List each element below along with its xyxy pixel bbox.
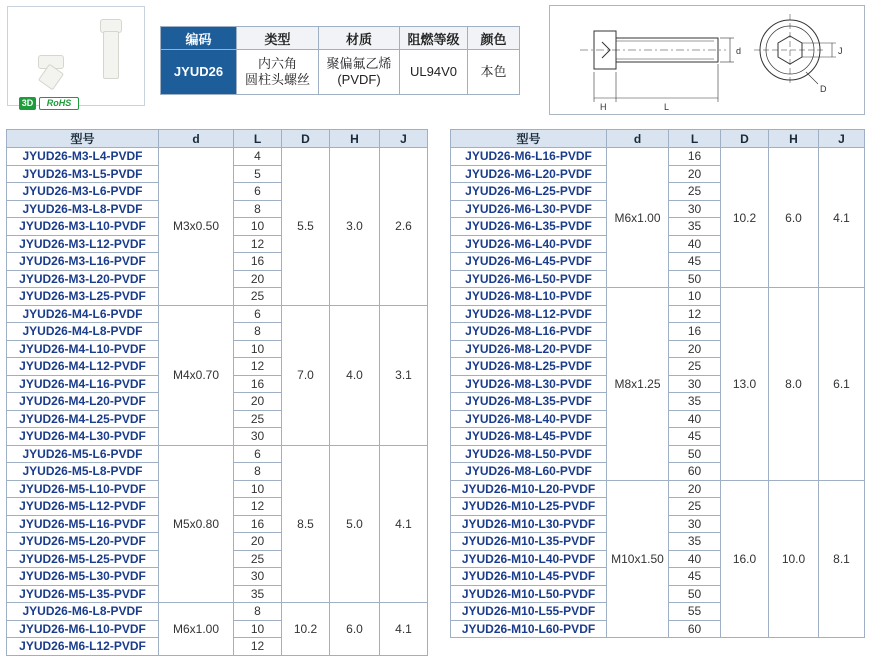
- col-model: 型号: [451, 130, 607, 148]
- spec-table-right: [450, 129, 865, 638]
- table-body-right: [451, 148, 865, 638]
- length-cell: 30: [669, 200, 721, 218]
- thread-cell: M3x0.50: [159, 148, 234, 306]
- length-cell: 60: [669, 463, 721, 481]
- table-row: [451, 148, 865, 166]
- model-cell: JYUD26-M5-L12-PVDF: [7, 498, 159, 516]
- rohs-badge: RoHS: [39, 97, 79, 110]
- length-cell: 8: [234, 603, 282, 621]
- table-row: [7, 305, 428, 323]
- model-cell: JYUD26-M6-L10-PVDF: [7, 620, 159, 638]
- table-row: [451, 480, 865, 498]
- head-diameter-cell: 5.5: [282, 148, 330, 306]
- length-cell: 45: [669, 568, 721, 586]
- table-row: [7, 445, 428, 463]
- length-cell: 25: [234, 288, 282, 306]
- product-photo: [7, 6, 145, 106]
- col-d: d: [607, 130, 669, 148]
- length-cell: 16: [234, 253, 282, 271]
- length-cell: 12: [234, 235, 282, 253]
- model-cell: JYUD26-M4-L30-PVDF: [7, 428, 159, 446]
- thread-cell: M6x1.00: [159, 603, 234, 656]
- length-cell: 6: [234, 445, 282, 463]
- label-l: L: [664, 102, 670, 112]
- length-cell: 16: [234, 515, 282, 533]
- model-cell: JYUD26-M3-L6-PVDF: [7, 183, 159, 201]
- table-header-row: [451, 130, 865, 148]
- length-cell: 12: [234, 358, 282, 376]
- spec-material: [319, 50, 400, 95]
- screw-image-2-shank: [103, 31, 119, 79]
- head-diameter-cell: 13.0: [721, 288, 769, 481]
- model-cell: JYUD26-M4-L10-PVDF: [7, 340, 159, 358]
- model-cell: JYUD26-M6-L35-PVDF: [451, 218, 607, 236]
- drawing-svg: [550, 6, 864, 114]
- length-cell: 45: [669, 253, 721, 271]
- table-row: [7, 603, 428, 621]
- socket-size-cell: 3.1: [380, 305, 428, 445]
- label-h: H: [600, 102, 607, 112]
- length-cell: 8: [234, 200, 282, 218]
- length-cell: 10: [234, 340, 282, 358]
- length-cell: 8: [234, 323, 282, 341]
- col-j: J: [819, 130, 865, 148]
- length-cell: 4: [234, 148, 282, 166]
- model-cell: JYUD26-M3-L8-PVDF: [7, 200, 159, 218]
- thread-cell: M4x0.70: [159, 305, 234, 445]
- model-cell: JYUD26-M5-L6-PVDF: [7, 445, 159, 463]
- socket-size-cell: 4.1: [380, 603, 428, 656]
- model-cell: JYUD26-M3-L12-PVDF: [7, 235, 159, 253]
- spec-header-code: 编码: [161, 27, 237, 50]
- col-d: d: [159, 130, 234, 148]
- model-cell: JYUD26-M6-L40-PVDF: [451, 235, 607, 253]
- length-cell: 50: [669, 270, 721, 288]
- length-cell: 12: [669, 305, 721, 323]
- model-cell: JYUD26-M4-L12-PVDF: [7, 358, 159, 376]
- model-cell: JYUD26-M6-L16-PVDF: [451, 148, 607, 166]
- length-cell: 35: [669, 218, 721, 236]
- length-cell: 12: [234, 498, 282, 516]
- model-cell: JYUD26-M8-L30-PVDF: [451, 375, 607, 393]
- head-diameter-cell: 10.2: [721, 148, 769, 288]
- spec-table: [160, 26, 520, 95]
- model-cell: JYUD26-M3-L20-PVDF: [7, 270, 159, 288]
- head-height-cell: 3.0: [330, 148, 380, 306]
- length-cell: 35: [669, 393, 721, 411]
- model-cell: JYUD26-M6-L12-PVDF: [7, 638, 159, 656]
- model-cell: JYUD26-M6-L50-PVDF: [451, 270, 607, 288]
- thread-cell: M8x1.25: [607, 288, 669, 481]
- table-row: [451, 288, 865, 306]
- spec-material-line2: (PVDF): [337, 72, 381, 87]
- spec-header-material: 材质: [319, 27, 400, 50]
- spec-color: 本色: [468, 50, 520, 95]
- dim-d-upper-leader: [806, 72, 818, 84]
- head-height-cell: 5.0: [330, 445, 380, 603]
- model-cell: JYUD26-M5-L8-PVDF: [7, 463, 159, 481]
- spec-header-flame: 阻燃等级: [400, 27, 468, 50]
- model-cell: JYUD26-M10-L60-PVDF: [451, 620, 607, 638]
- model-cell: JYUD26-M6-L25-PVDF: [451, 183, 607, 201]
- model-cell: JYUD26-M3-L5-PVDF: [7, 165, 159, 183]
- length-cell: 6: [234, 305, 282, 323]
- length-cell: 40: [669, 235, 721, 253]
- col-j: J: [380, 130, 428, 148]
- length-cell: 40: [669, 550, 721, 568]
- length-cell: 30: [234, 568, 282, 586]
- model-cell: JYUD26-M8-L25-PVDF: [451, 358, 607, 376]
- length-cell: 25: [234, 410, 282, 428]
- model-cell: JYUD26-M4-L8-PVDF: [7, 323, 159, 341]
- model-cell: JYUD26-M8-L16-PVDF: [451, 323, 607, 341]
- length-cell: 25: [669, 498, 721, 516]
- head-diameter-cell: 8.5: [282, 445, 330, 603]
- length-cell: 20: [234, 393, 282, 411]
- length-cell: 20: [669, 165, 721, 183]
- length-cell: 35: [234, 585, 282, 603]
- spec-header-color: 颜色: [468, 27, 520, 50]
- length-cell: 16: [669, 323, 721, 341]
- socket-size-cell: 4.1: [819, 148, 865, 288]
- spec-type-line2: 圆柱头螺丝: [244, 72, 310, 87]
- length-cell: 6: [234, 183, 282, 201]
- model-cell: JYUD26-M6-L8-PVDF: [7, 603, 159, 621]
- model-cell: JYUD26-M10-L55-PVDF: [451, 603, 607, 621]
- col-D: D: [282, 130, 330, 148]
- model-cell: JYUD26-M10-L40-PVDF: [451, 550, 607, 568]
- model-cell: JYUD26-M8-L45-PVDF: [451, 428, 607, 446]
- length-cell: 25: [669, 358, 721, 376]
- length-cell: 50: [669, 585, 721, 603]
- length-cell: 30: [669, 375, 721, 393]
- model-cell: JYUD26-M10-L35-PVDF: [451, 533, 607, 551]
- spec-type: [237, 50, 319, 95]
- length-cell: 10: [669, 288, 721, 306]
- length-cell: 5: [234, 165, 282, 183]
- socket-size-cell: 2.6: [380, 148, 428, 306]
- length-cell: 50: [669, 445, 721, 463]
- length-cell: 16: [669, 148, 721, 166]
- model-cell: JYUD26-M5-L25-PVDF: [7, 550, 159, 568]
- model-cell: JYUD26-M8-L12-PVDF: [451, 305, 607, 323]
- col-model: 型号: [7, 130, 159, 148]
- 3d-badge[interactable]: 3D: [19, 97, 36, 110]
- model-cell: JYUD26-M5-L30-PVDF: [7, 568, 159, 586]
- length-cell: 55: [669, 603, 721, 621]
- model-cell: JYUD26-M8-L60-PVDF: [451, 463, 607, 481]
- head-diameter-cell: 16.0: [721, 480, 769, 638]
- label-d-upper: D: [820, 84, 827, 94]
- model-cell: JYUD26-M5-L20-PVDF: [7, 533, 159, 551]
- spec-code: JYUD26: [161, 50, 237, 95]
- col-h: H: [769, 130, 819, 148]
- length-cell: 10: [234, 480, 282, 498]
- length-cell: 25: [669, 183, 721, 201]
- col-D: D: [721, 130, 769, 148]
- model-cell: JYUD26-M3-L10-PVDF: [7, 218, 159, 236]
- model-cell: JYUD26-M6-L30-PVDF: [451, 200, 607, 218]
- model-cell: JYUD26-M3-L16-PVDF: [7, 253, 159, 271]
- socket-size-cell: 8.1: [819, 480, 865, 638]
- socket-size-cell: 6.1: [819, 288, 865, 481]
- model-cell: JYUD26-M10-L20-PVDF: [451, 480, 607, 498]
- spec-material-line1: 聚偏氟乙烯: [326, 56, 392, 71]
- model-cell: JYUD26-M5-L10-PVDF: [7, 480, 159, 498]
- model-cell: JYUD26-M4-L16-PVDF: [7, 375, 159, 393]
- label-j: J: [838, 46, 843, 56]
- length-cell: 30: [669, 515, 721, 533]
- model-cell: JYUD26-M3-L4-PVDF: [7, 148, 159, 166]
- model-cell: JYUD26-M6-L45-PVDF: [451, 253, 607, 271]
- length-cell: 25: [234, 550, 282, 568]
- model-cell: JYUD26-M3-L25-PVDF: [7, 288, 159, 306]
- length-cell: 8: [234, 463, 282, 481]
- model-cell: JYUD26-M8-L50-PVDF: [451, 445, 607, 463]
- length-cell: 45: [669, 428, 721, 446]
- thread-cell: M10x1.50: [607, 480, 669, 638]
- head-diameter-cell: 10.2: [282, 603, 330, 656]
- model-cell: JYUD26-M8-L10-PVDF: [451, 288, 607, 306]
- head-height-cell: 4.0: [330, 305, 380, 445]
- length-cell: 12: [234, 638, 282, 656]
- model-cell: JYUD26-M6-L20-PVDF: [451, 165, 607, 183]
- socket-size-cell: 4.1: [380, 445, 428, 603]
- length-cell: 20: [234, 270, 282, 288]
- length-cell: 20: [234, 533, 282, 551]
- spec-table-left: [6, 129, 428, 656]
- spec-flame-rating: UL94V0: [400, 50, 468, 95]
- col-l: L: [669, 130, 721, 148]
- head-height-cell: 10.0: [769, 480, 819, 638]
- label-d-lower: d: [736, 46, 742, 56]
- length-cell: 35: [669, 533, 721, 551]
- head-height-cell: 6.0: [330, 603, 380, 656]
- table-row: [7, 148, 428, 166]
- head-height-cell: 6.0: [769, 148, 819, 288]
- spec-type-line1: 内六角: [257, 56, 297, 71]
- model-cell: JYUD26-M10-L30-PVDF: [451, 515, 607, 533]
- spec-header-type: 类型: [237, 27, 319, 50]
- model-cell: JYUD26-M8-L40-PVDF: [451, 410, 607, 428]
- head-height-cell: 8.0: [769, 288, 819, 481]
- col-l: L: [234, 130, 282, 148]
- model-cell: JYUD26-M10-L50-PVDF: [451, 585, 607, 603]
- table-body-left: [7, 148, 428, 656]
- model-cell: JYUD26-M8-L35-PVDF: [451, 393, 607, 411]
- table-header-row: [7, 130, 428, 148]
- model-cell: JYUD26-M5-L35-PVDF: [7, 585, 159, 603]
- model-cell: JYUD26-M4-L6-PVDF: [7, 305, 159, 323]
- model-cell: JYUD26-M5-L16-PVDF: [7, 515, 159, 533]
- length-cell: 10: [234, 218, 282, 236]
- length-cell: 20: [669, 480, 721, 498]
- length-cell: 60: [669, 620, 721, 638]
- length-cell: 16: [234, 375, 282, 393]
- length-cell: 40: [669, 410, 721, 428]
- length-cell: 10: [234, 620, 282, 638]
- thread-cell: M5x0.80: [159, 445, 234, 603]
- model-cell: JYUD26-M10-L25-PVDF: [451, 498, 607, 516]
- col-h: H: [330, 130, 380, 148]
- thread-cell: M6x1.00: [607, 148, 669, 288]
- model-cell: JYUD26-M4-L20-PVDF: [7, 393, 159, 411]
- model-cell: JYUD26-M8-L20-PVDF: [451, 340, 607, 358]
- model-cell: JYUD26-M10-L45-PVDF: [451, 568, 607, 586]
- length-cell: 20: [669, 340, 721, 358]
- technical-drawing: [549, 5, 865, 115]
- head-diameter-cell: 7.0: [282, 305, 330, 445]
- model-cell: JYUD26-M4-L25-PVDF: [7, 410, 159, 428]
- length-cell: 30: [234, 428, 282, 446]
